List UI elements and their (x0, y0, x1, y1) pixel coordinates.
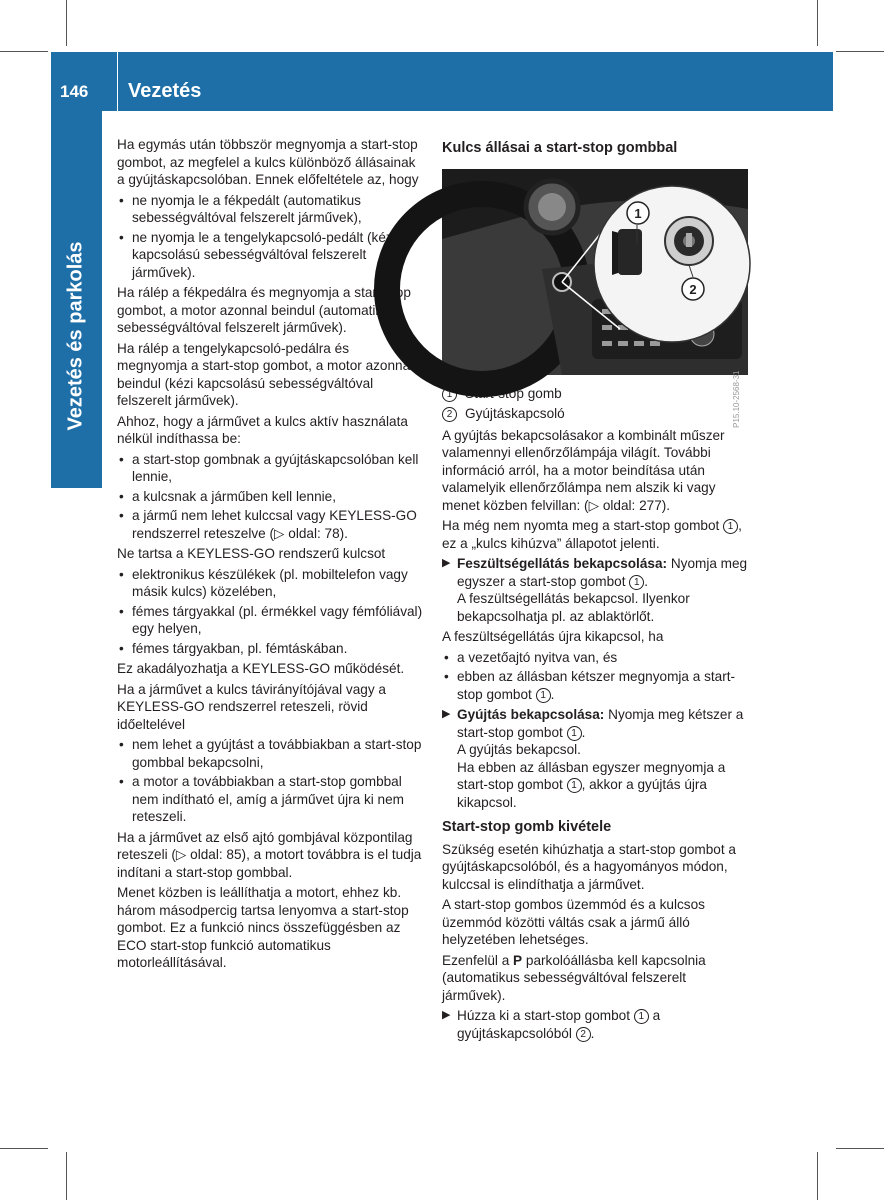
paragraph: Ha egymás után többször megnyomja a start-stop gombot, az megfelel a kulcs különböző állásainak a gyújtáskapcsolóban. Ennek előfeltétele az, hogy (117, 137, 419, 187)
section-heading: Start-stop gomb kivétele (442, 819, 612, 835)
list-item (442, 668, 748, 703)
paragraph: Menet közben is leállíthatja a motort, ehhez kb. három másodpercig tartsa lenyomva a start-stop gombot. Ez a funkció nincs összefüggésben az ECO start-stop funkció automatikus motorleállításával. (117, 885, 409, 970)
text: Ezenfelül a (442, 952, 514, 968)
text: a gyújtáskapcsolóból (457, 1008, 661, 1041)
figure-callout-2: 2 (689, 281, 697, 297)
bullet-list (117, 566, 423, 658)
paragraph (442, 952, 748, 1005)
text: Nyomja meg kétszer a start-stop gombot (457, 707, 744, 740)
figure-callout-1: 1 (634, 205, 642, 221)
callout-number: 1 (723, 519, 738, 534)
paragraph: Ne tartsa a KEYLESS-GO rendszerű kulcsot (117, 546, 386, 561)
paragraph: A start-stop gombos üzemmód és a kulcsos üzemmód közötti váltás csak a jármű álló helyzetében lehetséges. (442, 897, 705, 947)
step-arrow-icon: ▶ (442, 708, 451, 720)
text: . (590, 1025, 595, 1041)
page-number: 146 (60, 82, 89, 101)
crop-mark (817, 0, 818, 46)
paragraph: Ha a járművet az első ajtó gombjával központilag reteszeli (▷ oldal: 85), a motort továbbra is el tudja indítani a start-stop gombbal. (117, 829, 422, 880)
gear-position-p: P (513, 952, 523, 968)
text: , ez a „kulcs kihúzva” állapotot jelenti. (442, 518, 742, 551)
list-item: • ne nyomja le a tengelykapcsoló-pedált (kézi kapcsolású sebességváltóval felszerelt járművek). (117, 229, 423, 282)
list-item: • ne nyomja le a fékpedált (automatikus sebességváltóval felszerelt járművek), (117, 192, 423, 227)
text: . (581, 724, 586, 740)
header-divider (117, 52, 118, 111)
text: Ha még nem nyomta meg a start-stop gombot (442, 518, 724, 533)
callout-number: 1 (536, 688, 551, 703)
text: . (550, 686, 555, 702)
crop-mark (0, 51, 48, 52)
callout-number: 1 (567, 726, 582, 741)
step-note (457, 759, 748, 812)
bullet-list (117, 451, 423, 543)
instruction-step (442, 706, 748, 811)
list-item: • fémes tárgyakban, pl. fémtáskában. (117, 640, 423, 658)
step-result: A feszültségellátás bekapcsol. Ilyenkor bekapcsolhatja pl. az ablaktörlőt. (457, 591, 690, 624)
text: Húzza ki a start-stop gombot (457, 1008, 634, 1023)
instruction-step (442, 1007, 748, 1042)
text: Nyomja meg egyszer a start-stop gombot (457, 556, 748, 589)
paragraph: Ha rálép a fékpedálra és megnyomja a start-stop gombot, a motor azonnal beindul (automatikus sebességváltóval felszerelt járművek). (117, 285, 411, 335)
step-arrow-icon: ▶ (442, 1009, 451, 1021)
left-column (117, 136, 423, 975)
paragraph: Ha a járművet a kulcs távirányítójával vagy a KEYLESS-GO rendszerrel reteszeli, rövid időeltelével (117, 681, 386, 732)
callout-number: 1 (629, 575, 644, 590)
list-item: • a start-stop gombnak a gyújtáskapcsolóban kell lennie, (117, 451, 423, 486)
bullet-list (117, 736, 423, 826)
legend-text: Gyújtáskapcsoló (465, 406, 565, 421)
step-label: Gyújtás bekapcsolása: (457, 707, 605, 722)
dashboard-illustration (442, 169, 748, 375)
paragraph: Ez akadályozhatja a KEYLESS-GO működését. (117, 661, 405, 676)
instruction-step (442, 555, 748, 625)
section-heading: Kulcs állásai a start-stop gombbal (442, 140, 678, 156)
callout-number: 2 (576, 1027, 591, 1042)
step-arrow-icon: ▶ (442, 557, 451, 569)
list-item: • elektronikus készülékek (pl. mobiltelefon vagy másik kulcs) közelében, (117, 566, 423, 601)
list-item: • a vezetőajtó nyitva van, és (442, 649, 748, 667)
list-item: • a kulcsnak a járműben kell lennie, (117, 488, 423, 506)
crop-mark (66, 1152, 67, 1200)
right-column (442, 140, 748, 1045)
text: Ha ebben az állásban egyszer megnyomja a start-stop gombot (457, 759, 726, 792)
step-label: Feszültségellátás bekapcsolása: (457, 556, 668, 571)
step-result: A gyújtás bekapcsol. (457, 742, 581, 757)
bullet-list (442, 649, 748, 704)
side-tab-label: Vezetés és parkolás (64, 241, 87, 431)
page-title: Vezetés (128, 80, 202, 102)
legend-item (442, 405, 748, 423)
paragraph: A gyújtás bekapcsolásakor a kombinált műszer valamennyi ellenőrzőlámpája világít. További információ arról, ha a motor beindítása után valamelyik ellenőrzőlámpa nem alszik ki vagy menet közben felvillan: (▷ oldal: 277). (442, 427, 725, 513)
text: ebben az állásban kétszer megnyomja a start-stop gombot (457, 669, 736, 702)
paragraph: Szükség esetén kihúzhatja a start-stop gombot a gyújtáskapcsolóból, és a hagyományos módon, kulccsal is elindíthatja a járművet. (442, 841, 736, 892)
text: , akkor a gyújtás újra kikapcsol. (457, 777, 707, 810)
list-item: • a jármű nem lehet kulccsal vagy KEYLESS-GO rendszerrel reteszelve (▷ oldal: 78). (117, 507, 423, 542)
crop-mark (817, 1152, 818, 1200)
crop-mark (836, 1148, 884, 1149)
crop-mark (0, 1148, 48, 1149)
crop-mark (836, 51, 884, 52)
figure-reference: P15.10-2568-31 (731, 370, 741, 428)
callout-number: 2 (442, 407, 457, 422)
callout-number: 1 (567, 778, 582, 793)
callout-number: 1 (442, 387, 457, 402)
text: . (644, 573, 649, 589)
list-item: • fémes tárgyakkal (pl. érmékkel vagy fémfóliával) egy helyen, (117, 603, 423, 638)
paragraph: A feszültségellátás újra kikapcsol, ha (442, 629, 664, 644)
paragraph (442, 517, 748, 552)
paragraph: Ahhoz, hogy a járművet a kulcs aktív használata nélkül indíthassa be: (117, 413, 408, 446)
paragraph: Ha rálép a tengelykapcsoló-pedálra és megnyomja a start-stop gombot, a motor azonnal beindul (kézi kapcsolású sebességváltóval felszerelt járművek). (117, 340, 414, 408)
legend-text: Start-stop gomb (465, 385, 562, 401)
crop-mark (66, 0, 67, 46)
list-item: • a motor a továbbiakban a start-stop gombbal nem indítható el, amíg a járművet újra ki nem reteszeli. (117, 773, 423, 826)
text: parkolóállásba kell kapcsolnia (automatikus sebességváltóval felszerelt járművek). (442, 952, 706, 1003)
list-item: • nem lehet a gyújtást a továbbiakban a start-stop gombbal bekapcsolni, (117, 736, 423, 771)
callout-number: 1 (634, 1009, 649, 1024)
